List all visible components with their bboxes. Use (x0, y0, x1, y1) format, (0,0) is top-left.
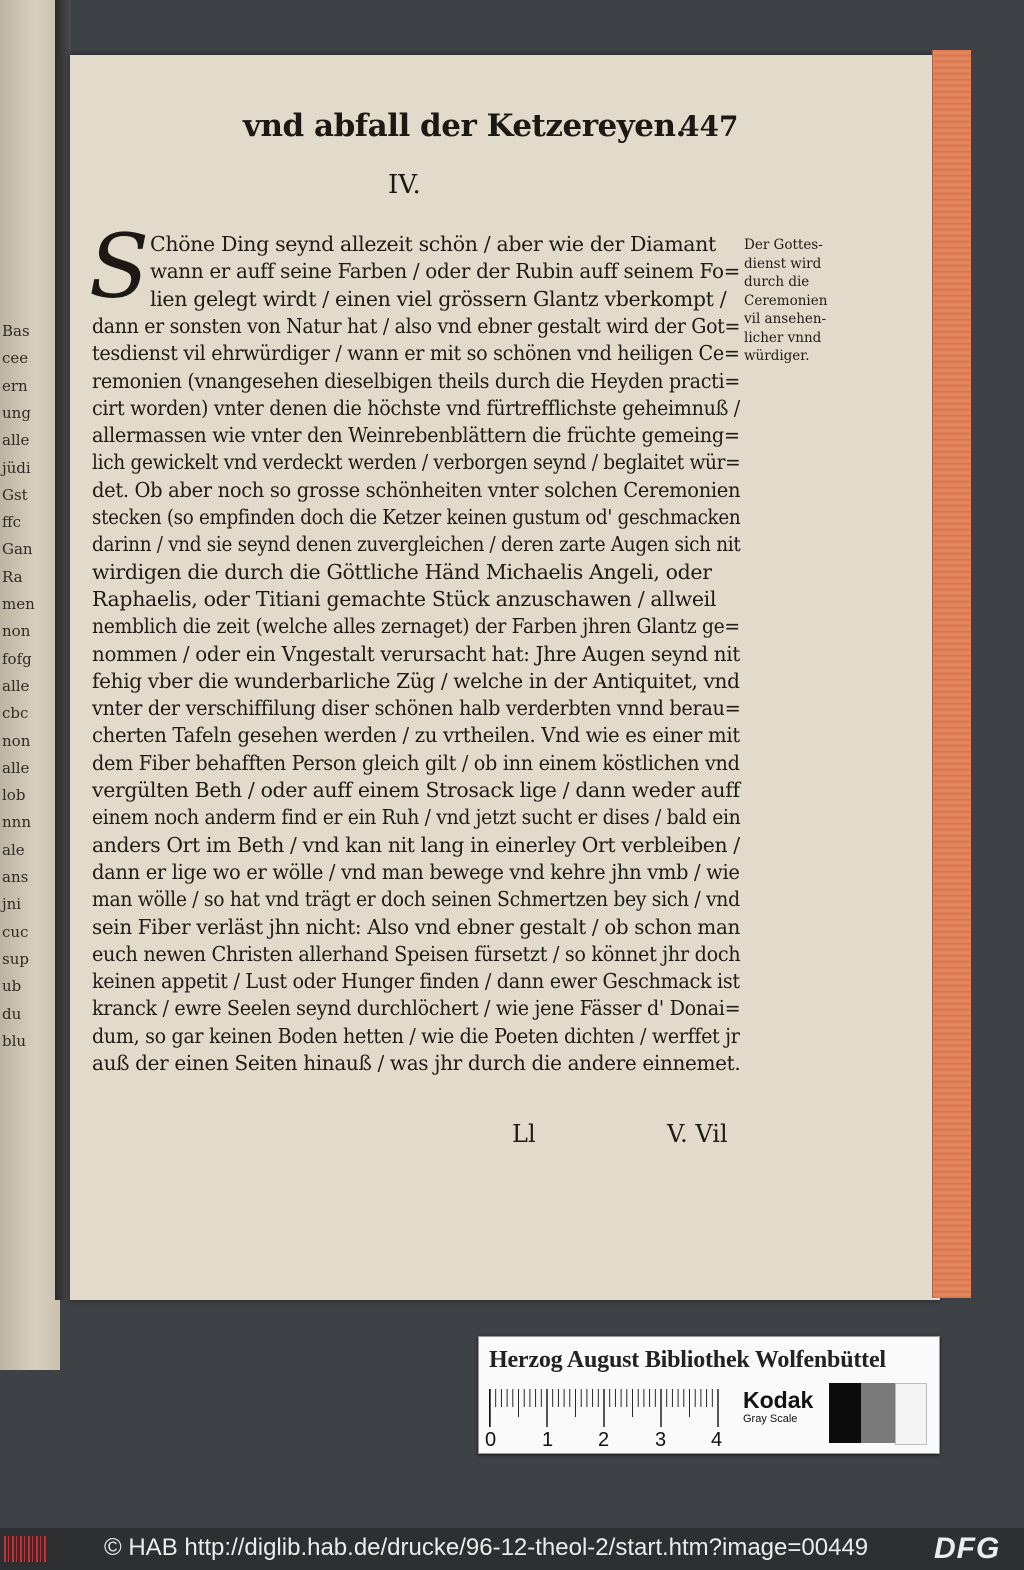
text-line: einem noch anderm find er ein Ruh / vnd jetzt sucht er dises / bald ein (92, 805, 741, 830)
margin-note (744, 236, 834, 366)
left-page-fragment: lob (2, 786, 26, 805)
left-page-fragment: alle (2, 758, 30, 777)
text-line: det. Ob aber noch so grosse schönheiten vnter solchen Ceremonien (92, 477, 741, 502)
left-page-fragment: cee (2, 349, 29, 368)
page-number: 447 (680, 110, 739, 143)
footer-bar (0, 1528, 1024, 1570)
text-line: wann er auff seine Farben / oder der Rubin auff seinem Fo= (150, 259, 741, 284)
left-page-fragment: non (2, 731, 31, 750)
text-line: vergülten Beth / oder auff einem Strosack lige / dann weder auff (92, 778, 740, 802)
kodak-logo: Kodak (743, 1387, 814, 1413)
text-line: dem Fiber behafften Person gleich gilt / ob inn einem köstlichen vnd (92, 750, 740, 775)
gray-patch-black (829, 1383, 861, 1443)
left-page-fragment: alle (2, 676, 30, 695)
margin-note-line: würdiger. (744, 348, 810, 364)
text-line: remonien (vnangesehen dieselbigen theils durch die Heyden practi= (92, 368, 740, 393)
left-page-fragment: cbc (2, 704, 29, 723)
library-name: Herzog August Bibliothek Wolfenbüttel (489, 1347, 886, 1373)
text-line: auß der einen Seiten hinauß / was jhr durch die andere einnemet. (92, 1051, 741, 1075)
text-line: keinen appetit / Lust oder Hunger finden / dann ewer Geschmack ist (92, 969, 740, 994)
signature-mark: Ll (512, 1120, 536, 1148)
left-page-fragment: blu (2, 1031, 27, 1050)
margin-note-line: Ceremonien (744, 292, 828, 309)
text-line: euch newen Christen allerhand Speisen fürsetzt / so könnet jhr doch (92, 941, 741, 966)
ruler-label: 1 (542, 1429, 554, 1451)
left-page-fragment: sup (2, 949, 29, 968)
gray-patch-mid (861, 1383, 895, 1443)
left-page-fragment: fofg (2, 649, 32, 668)
ruler-label: 2 (598, 1429, 610, 1451)
text-line: cherten Tafeln gesehen werden / zu vrtheilen. Vnd wie es einer mit (92, 723, 740, 748)
left-page-fragment: ans (2, 868, 29, 886)
dfg-logo: DFG (934, 1532, 1001, 1565)
left-page-fragment: ub (2, 977, 22, 996)
ruler-scale (489, 1389, 729, 1429)
left-page-fragment: cuc (2, 922, 29, 941)
left-page-fragment: jüdi (2, 458, 31, 477)
text-line: darinn / vnd sie seynd denen zuvergleichen / deren zarte Augen sich nit (92, 532, 741, 557)
margin-note-line: Der Gottes- (744, 237, 823, 253)
left-page-fragment: du (2, 1004, 22, 1023)
text-line: lich gewickelt vnd verdeckt werden / verborgen seynd / beglaitet wür= (92, 450, 741, 475)
margin-note-line: durch die (744, 274, 810, 290)
text-line: Raphaelis, oder Titiani gemachte Stück anzuschawen / allweil (92, 586, 717, 611)
copyright-link[interactable]: © HAB http://diglib.hab.de/drucke/96-12-theol-2/start.htm?image=00449 (104, 1534, 869, 1561)
ruler-label: 0 (485, 1429, 497, 1451)
margin-note-line: licher vnnd (744, 329, 822, 346)
gray-patch-white (895, 1383, 927, 1445)
text-line: nemblich die zeit (welche alles zernaget) der Farben jhren Glantz ge= (92, 614, 740, 639)
left-page-fragment: ern (2, 376, 28, 395)
margin-note-line: dienst wird (744, 255, 822, 272)
ruler-label: 4 (711, 1429, 723, 1451)
left-page-fragment: non (2, 622, 31, 641)
color-reference-card (478, 1336, 940, 1454)
left-page-edge (0, 0, 60, 1370)
left-page-fragment: ung (2, 403, 31, 422)
margin-note-line: vil ansehen- (744, 311, 827, 327)
left-page-fragment: Gst (2, 485, 28, 504)
text-line: fehig vber die wunderbarliche Züg / welche in der Antiquitet, vnd (92, 668, 740, 693)
barcode-icon (4, 1536, 46, 1562)
text-line: stecken (so empfinden doch die Ketzer keinen gustum od' geschmacken (92, 505, 741, 529)
text-line: vnter der verschiffilung diser schönen halb verderbten vnnd berau= (92, 696, 741, 721)
left-page-fragment: alle (2, 431, 30, 450)
text-line: dum, so gar keinen Boden hetten / wie die Poeten dichten / werffet jr (92, 1023, 740, 1048)
text-line: cirt worden) vnter denen die höchste vnd fürtrefflichste geheimnuß / (92, 395, 740, 420)
book-gutter (55, 0, 71, 1300)
left-page-fragment: Bas (2, 322, 30, 340)
catchword: V. Vil (667, 1120, 728, 1148)
running-head: vnd abfall der Ketzereyen. (243, 108, 686, 144)
text-line: dann er lige wo er wölle / vnd man bewege vnd kehre jhn vmb / wie (92, 859, 740, 884)
left-page-fragment: jni (2, 895, 22, 914)
page-fore-edge (932, 50, 971, 1298)
text-line: lien gelegt wirdt / einen viel grössern Glantz vberkompt / (150, 286, 727, 311)
gray-scale-label: Gray Scale (743, 1413, 798, 1425)
text-line: allermassen wie vnter den Weinrebenblättern die früchte gemeing= (92, 423, 740, 448)
text-line: anders Ort im Beth / vnd kan nit lang in einerley Ort verbleiben / (92, 832, 740, 857)
left-page-fragment: ale (2, 840, 25, 859)
text-line: man wölle / so hat vnd trägt er doch seinen Schmertzen bey sich / vnd (92, 887, 740, 912)
left-page-fragment: Ra (2, 567, 23, 586)
left-page-fragment: men (2, 595, 35, 613)
left-page-fragment: ffc (2, 513, 22, 532)
text-line: sein Fiber verläst jhn nicht: Also vnd ebner gestalt / ob schon man (92, 914, 740, 939)
left-page-fragment: nnn (2, 813, 31, 832)
text-line: tesdienst vil ehrwürdiger / wann er mit so schönen vnd heiligen Ce= (92, 341, 740, 366)
left-page-fragment: Gan (2, 540, 33, 559)
text-line: Chöne Ding seynd allezeit schön / aber wie der Diamant (150, 232, 716, 256)
drop-cap: S (88, 215, 150, 318)
text-line: nommen / oder ein Vngestalt verursacht hat: Jhre Augen seynd nit (92, 641, 740, 666)
text-line: kranck / ewre Seelen seynd durchlöchert / wie jene Fässer d' Donai= (92, 996, 741, 1021)
ruler-label: 3 (655, 1429, 667, 1451)
text-line: dann er sonsten von Natur hat / also vnd ebner gestalt wird der Got= (92, 313, 741, 338)
text-line: wirdigen die durch die Göttliche Händ Michaelis Angeli, oder (92, 559, 712, 584)
section-number: IV. (388, 170, 421, 200)
